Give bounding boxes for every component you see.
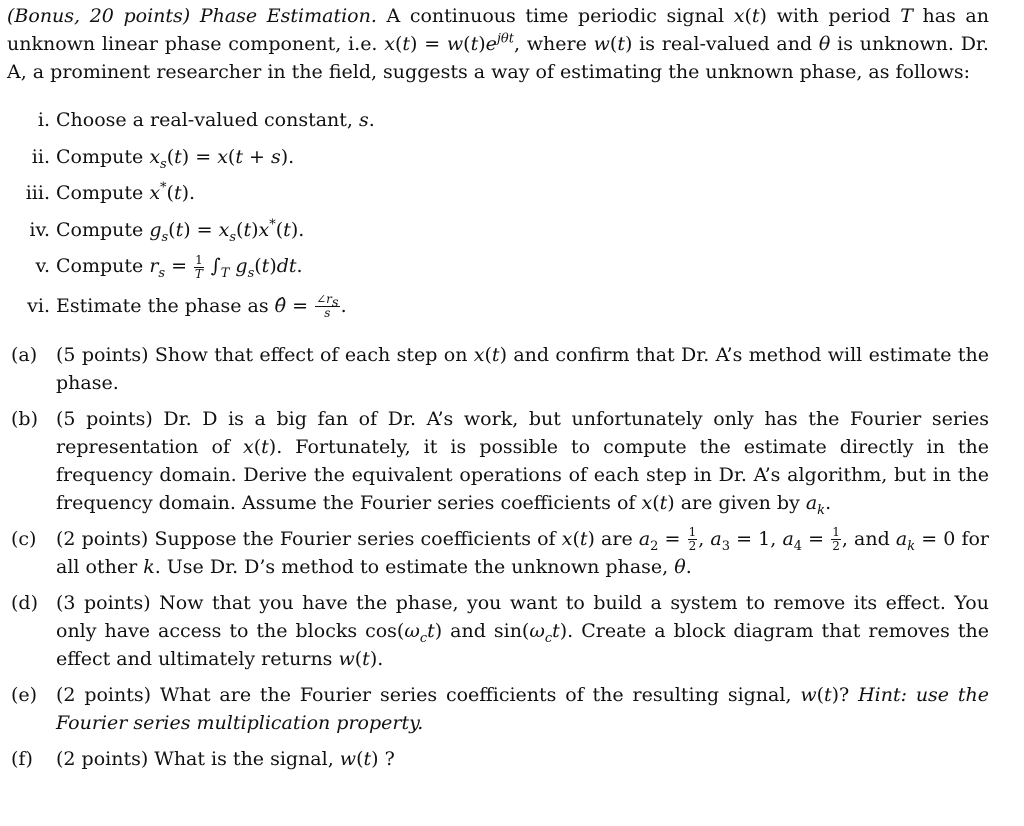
part-label: (a) xyxy=(11,343,38,366)
step-number: ii. xyxy=(31,145,50,168)
step-text: Estimate the phase as xyxy=(56,294,269,317)
part-text: (5 points) Dr. D is a big fan of Dr. A’s work, but unfortunately only has the Fourier series representation of x(t). Fortunately, it is possible to compute the estimate directly in the frequency domain. Derive the equivalent operations of each step in Dr. A’s algorithm, but in the frequency domain. Assume the Fourier series coefficients of x(t) are given by $a_k$. xyxy=(56,407,989,518)
step-item: iii. Compute x*(t). xyxy=(7,175,989,212)
step-math: s xyxy=(359,109,369,131)
part-text: (2 points) Suppose the Fourier series coefficients of x(t) are $a_2$ = $\frac{1}{2}$ , $a_3 = 1$, $a_4$ = $\frac{1}{2}$ , and $a_k = 0$ for all other k. Use Dr. D’s method to estimate the unknown phase, θ. xyxy=(56,525,990,578)
step-number: iii. xyxy=(25,182,50,204)
part-text: (3 points) Now that you have the phase, you want to build a system to remove its effect. You only have access to the blocks $\cos(\omega_ct)$ and $\sin(\omega_ct)$. Create a block diagram that removes the effect and ultimately returns w(t). xyxy=(56,592,989,670)
part-label: (c) xyxy=(11,527,37,550)
math-w-t: w xyxy=(593,33,610,55)
problem-intro: (Bonus, 20 points) Phase Estimation. A continuous time periodic signal x(t) with period T has an unknown linear phase component, i.e. $x(t) = w(t)e^{j\theta t}$, where w(t) is real-valued and θ is unknown. Dr. A, a prominent researcher in the field, suggests a way of estimating the unknown phase, as follows: xyxy=(7,5,989,83)
math-x-t: x xyxy=(733,5,745,27)
part-label: (f) xyxy=(11,748,33,770)
part-hint: Hint: use the Fourier series multiplication property. xyxy=(56,684,989,734)
question-part xyxy=(7,745,989,773)
question-part xyxy=(7,589,989,673)
step-number: vi. xyxy=(27,294,50,317)
step-math: θ̂ = $\frac{\angle r_s}{s}$ xyxy=(274,292,339,320)
intro-text-3: has an unknown linear phase component, i.e. xyxy=(7,5,989,55)
question-parts xyxy=(7,341,989,774)
part-label: (e) xyxy=(11,684,38,706)
step-item: ii. Compute $x_s(t) = x(t + s)$. xyxy=(7,139,989,176)
bonus-label: (Bonus, 20 points) Phase Estimation. xyxy=(7,5,377,27)
math-theta: θ xyxy=(818,33,831,55)
intro-text-4: , where xyxy=(513,33,587,55)
question-part xyxy=(7,405,989,517)
step-text: Compute xyxy=(56,145,144,168)
math-T: T xyxy=(900,5,913,27)
intro-text-1: A continuous time periodic signal xyxy=(386,5,725,27)
question-part xyxy=(7,525,989,582)
part-label: (d) xyxy=(11,592,38,614)
step-text: Compute xyxy=(56,218,144,241)
part-label: (b) xyxy=(11,407,38,430)
intro-text-5: is real-valued and xyxy=(639,33,813,55)
intro-text-2: with period xyxy=(776,5,891,27)
intro-text-6: is unknown. Dr. A, a prominent researcher in the field, suggests a way of estimating the unknown phase, as follows: xyxy=(7,33,989,83)
step-number: iv. xyxy=(29,218,50,241)
step-math: $g_s(t) = x_s(t)x^*(t)$ xyxy=(149,217,299,245)
step-item: v. Compute $r_s$ = $\frac{1}{T}$ $\int_T$ $g_s(t)dt$. xyxy=(7,248,989,285)
step-text: Compute xyxy=(56,255,144,277)
step-item: vi. Estimate the phase as θ̂ = $\frac{\angle r_s}{s}$ . xyxy=(7,285,989,325)
step-item: i. Choose a real-valued constant, s. xyxy=(7,102,989,139)
step-math: $x_s(t) = x(t + s)$ xyxy=(149,145,289,172)
part-text: (5 points) Show that effect of each step on x(t) and confirm that Dr. A’s method will estimate the phase. xyxy=(56,343,990,394)
step-number: i. xyxy=(37,109,50,131)
problem-page xyxy=(7,0,989,781)
step-item: iv. Compute $g_s(t) = x_s(t)x^*(t)$. xyxy=(7,212,989,249)
part-text: (2 points) What are the Fourier series coefficients of the resulting signal, w(t)? Hint: use the Fourier series multiplication property. xyxy=(56,684,989,734)
step-number: v. xyxy=(35,255,50,277)
question-part xyxy=(7,681,989,737)
step-text: Choose a real-valued constant, xyxy=(56,109,353,131)
step-text: Compute xyxy=(56,182,144,204)
step-math: $r_s$ = $\frac{1}{T}$ $\int_T$ $g_s(t)dt$ xyxy=(149,252,297,281)
part-text: (2 points) What is the signal, w(t) ? xyxy=(56,748,395,770)
math-signal-definition: $x(t) = w(t)e^{j\theta t}$ xyxy=(384,31,514,55)
question-part xyxy=(7,341,989,397)
step-math: x*(t) xyxy=(149,180,190,204)
algorithm-steps xyxy=(7,102,989,325)
